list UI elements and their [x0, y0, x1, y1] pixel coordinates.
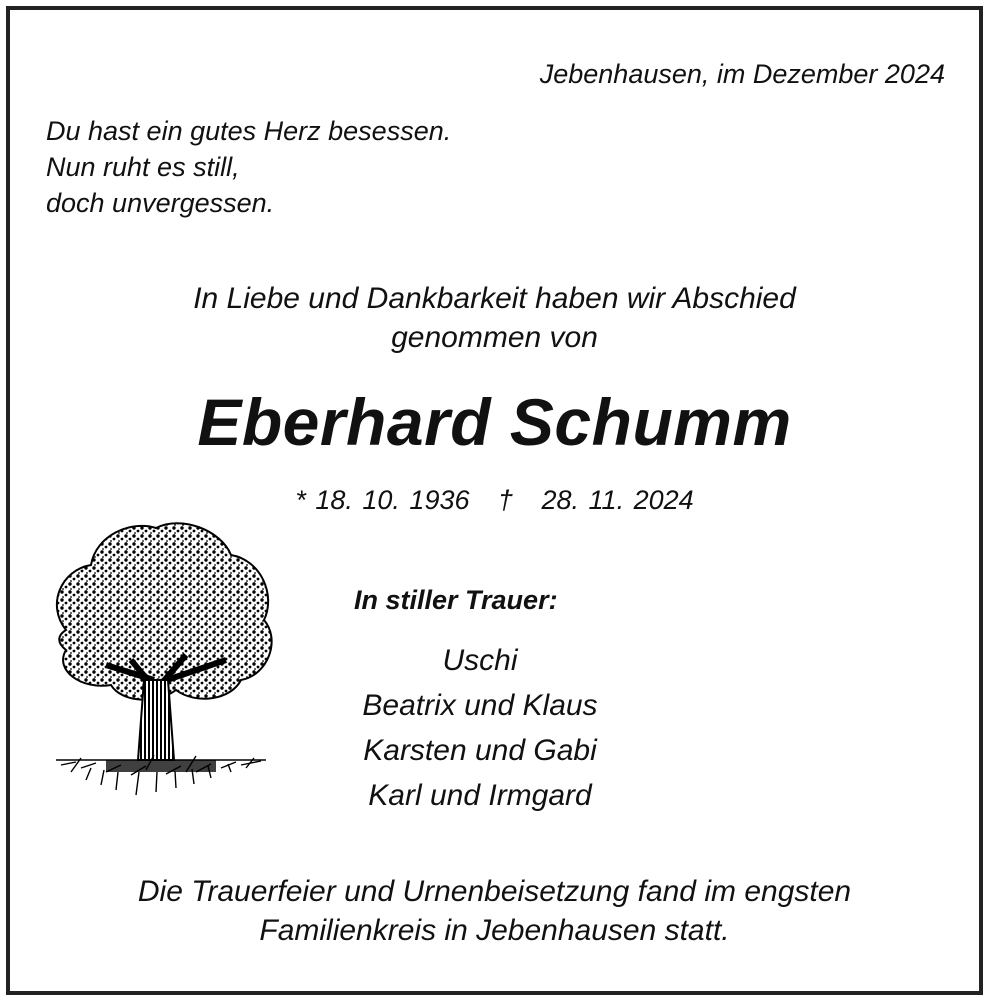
verse-line: Du hast ein gutes Herz besessen. [46, 116, 452, 146]
closing-line: Familienkreis in Jebenhausen statt. [259, 914, 730, 947]
closing-line: Die Trauerfeier und Urnenbeisetzung fand im engsten [137, 875, 852, 908]
place-date: Jebenhausen, im Dezember 2024 [539, 59, 945, 89]
mourner-name: Karsten und Gabi [363, 734, 597, 767]
birth-date: * 18. 10. 1936 [295, 485, 470, 515]
mourners-list [320, 638, 640, 818]
farewell-intro [10, 279, 979, 357]
mourner-name: Karl und Irmgard [368, 779, 592, 812]
intro-line: In Liebe und Dankbarkeit haben wir Abschied [193, 282, 796, 315]
death-date: 28. 11. 2024 [541, 485, 694, 515]
verse-line: Nun ruht es still, [46, 152, 240, 182]
obituary-notice [6, 6, 983, 995]
mourners-heading: In stiller Trauer: [354, 585, 558, 615]
tree-illustration-icon [36, 510, 286, 810]
deceased-name: Eberhard Schumm [197, 385, 792, 459]
mourner-name: Uschi [442, 644, 518, 677]
mourner-name: Beatrix und Klaus [362, 689, 598, 722]
memorial-verse [46, 113, 451, 221]
funeral-note [10, 872, 979, 950]
death-symbol: † [497, 485, 514, 515]
verse-line: doch unvergessen. [46, 188, 275, 218]
intro-line: genommen von [391, 321, 598, 354]
